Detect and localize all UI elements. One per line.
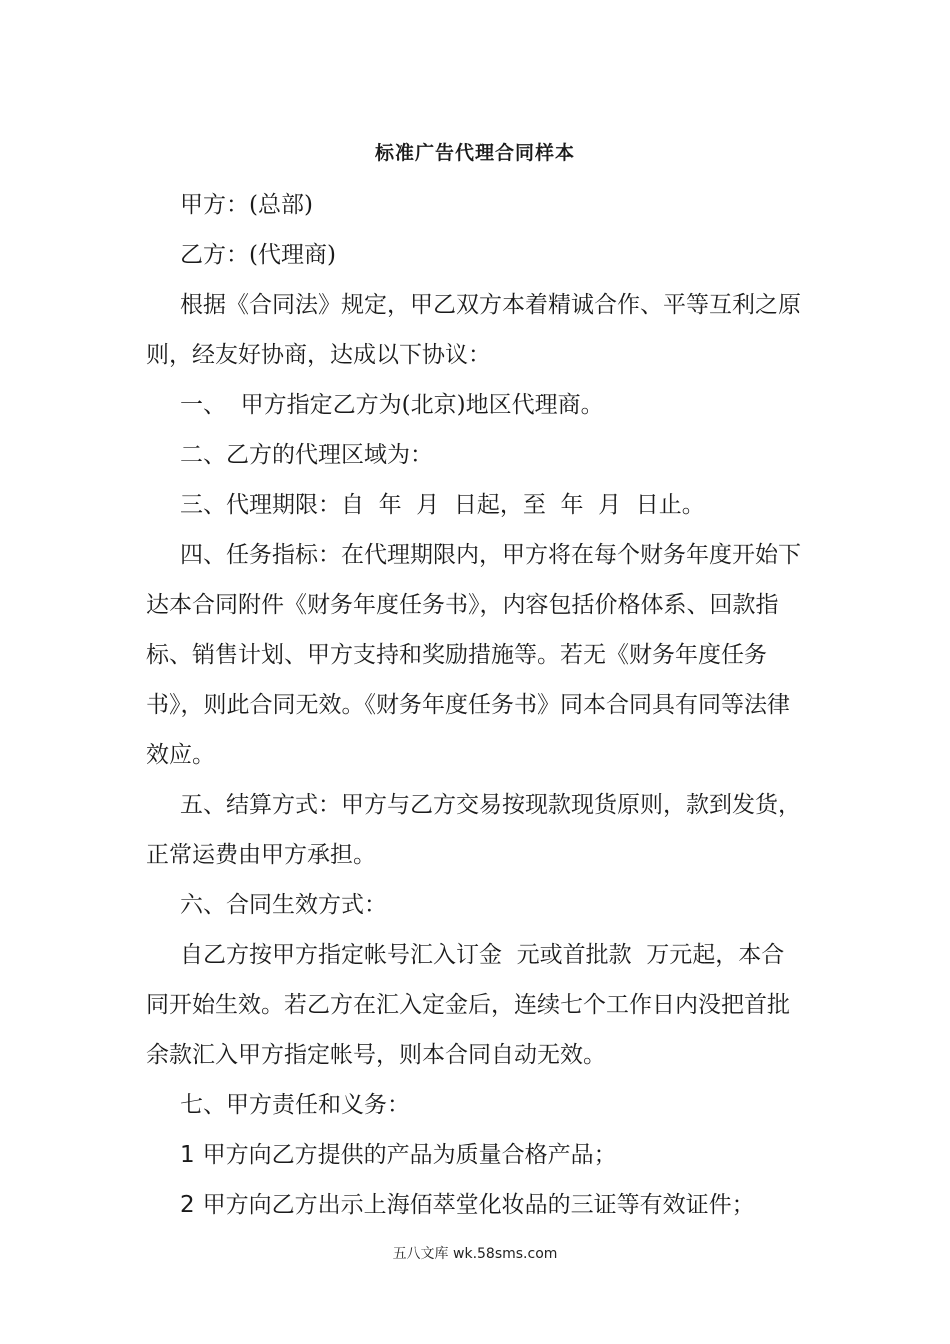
clause-1: 一、 甲方指定乙方为(北京)地区代理商。: [180, 392, 604, 418]
list-item-number: 1: [180, 1142, 195, 1168]
clause-6: 六、合同生效方式：: [180, 892, 387, 918]
list-item-text: 甲方向乙方出示上海佰萃堂化妆品的三证等有效证件；: [202, 1192, 755, 1218]
footer-watermark: 五八文库 wk.58sms.com: [392, 1246, 558, 1262]
document-title: 标准广告代理合同样本: [374, 142, 575, 164]
clause-6-detail: 自乙方按甲方指定帐号汇入订金 元或首批款 万元起，本合同开始生效。若乙方在汇入定金后，连续七个工作日内没把首批余款汇入甲方指定帐号，则本合同自动无效。: [146, 942, 790, 1068]
document-body: [146, 180, 806, 1230]
list-item: [146, 1130, 806, 1180]
clause-3: 三、代理期限：自 年 月 日起，至 年 月 日止。: [180, 492, 705, 518]
list-item: [146, 1180, 806, 1230]
clause-2: 二、乙方的代理区域为：: [180, 442, 433, 468]
list-item-number: 2: [180, 1192, 195, 1218]
list-item-text: 甲方向乙方提供的产品为质量合格产品；: [202, 1142, 617, 1168]
clause-7: 七、甲方责任和义务：: [180, 1092, 410, 1118]
party-b-line: 乙方：(代理商): [180, 242, 336, 268]
clause-4: 四、任务指标：在代理期限内，甲方将在每个财务年度开始下达本合同附件《财务年度任务书》，内容包括价格体系、回款指标、销售计划、甲方支持和奖励措施等。若无《财务年度任务书》，则此合同无效。《财务年度任务书》同本合同具有同等法律效应。: [146, 542, 801, 768]
clause-5: 五、结算方式：甲方与乙方交易按现款现货原则，款到发货，正常运费由甲方承担。: [146, 792, 801, 868]
preamble-paragraph: 根据《合同法》规定，甲乙双方本着精诚合作、平等互利之原则，经友好协商，达成以下协议：: [146, 292, 801, 368]
party-a-line: 甲方：(总部): [180, 192, 313, 218]
